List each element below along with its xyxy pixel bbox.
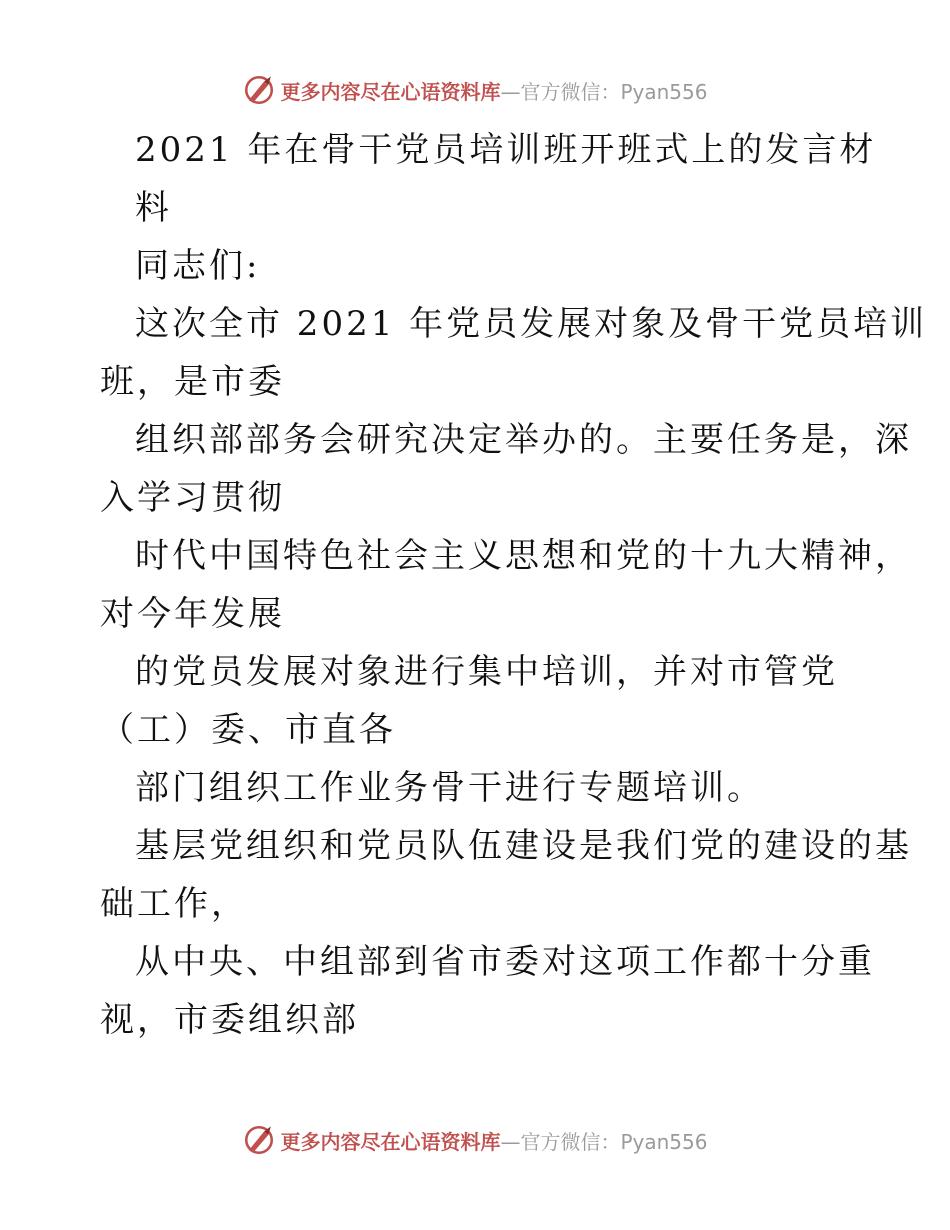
pen-quill-logo-icon xyxy=(242,1123,276,1157)
paragraph-line: 础工作， xyxy=(100,884,248,924)
paragraph-line: 这次全市 2021 年党员发展对象及骨干党员培训 xyxy=(135,304,928,344)
paragraph-line: 入学习贯彻 xyxy=(100,478,285,518)
paragraph-line: 对今年发展 xyxy=(100,594,285,634)
pen-quill-logo-icon xyxy=(242,73,276,107)
paragraph-line: 组织部部务会研究决定举办的。主要任务是，深 xyxy=(135,420,912,460)
paragraph-line: 时代中国特色社会主义思想和党的十九大精神， xyxy=(135,536,912,576)
watermark-text-primary: 更多内容尽在心语资料库 xyxy=(280,1129,501,1154)
paragraph-line: 的党员发展对象进行集中培训，并对市管党 xyxy=(135,652,838,692)
paragraph-line: 从中央、中组部到省市委对这项工作都十分重 xyxy=(135,942,875,982)
watermark-header xyxy=(0,70,950,110)
salutation: 同志们: xyxy=(135,246,261,286)
paragraph-line: 视，市委组织部 xyxy=(100,1000,359,1040)
document-title-line-1: 2021 年在骨干党员培训班开班式上的发言材 xyxy=(135,130,877,170)
watermark-footer xyxy=(0,1120,950,1160)
watermark-text-secondary: —官方微信：Pyan556 xyxy=(500,1129,708,1154)
document-title-line-2: 料 xyxy=(135,188,172,228)
paragraph-line: （工）委、市直各 xyxy=(100,710,396,750)
paragraph-line: 基层党组织和党员队伍建设是我们党的建设的基 xyxy=(135,826,912,866)
watermark-text-primary: 更多内容尽在心语资料库 xyxy=(280,79,501,104)
watermark-text-secondary: —官方微信：Pyan556 xyxy=(500,79,708,104)
paragraph-line: 班，是市委 xyxy=(100,362,285,402)
paragraph-line: 部门组织工作业务骨干进行专题培训。 xyxy=(135,768,764,808)
